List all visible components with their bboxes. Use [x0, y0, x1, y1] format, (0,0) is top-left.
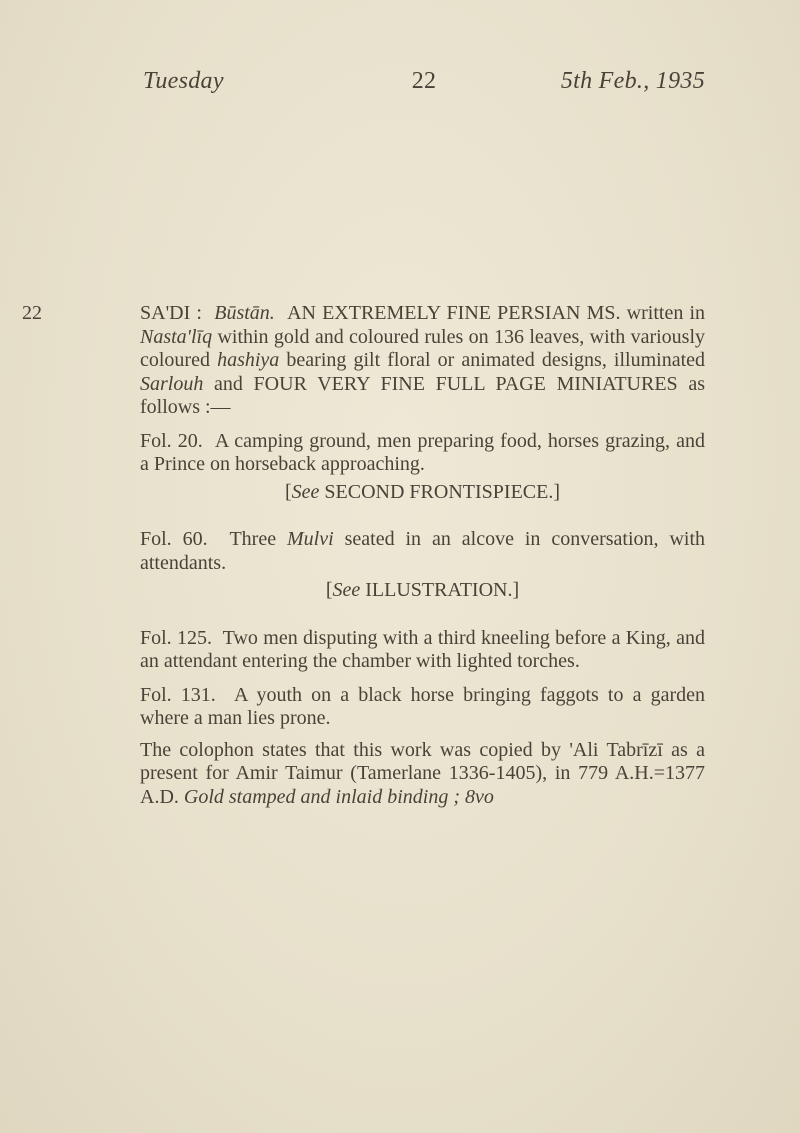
see-reference: [See SECOND FRONTISPIECE.]: [284, 480, 561, 503]
header-page-number: 22: [411, 68, 437, 94]
see-word: See: [332, 579, 361, 601]
lot-number: 22: [22, 302, 42, 324]
script-name: Nasta'līq: [140, 325, 213, 348]
binding-note: Gold stamped and inlaid binding ; 8vo: [183, 785, 494, 808]
folio-entry: [140, 684, 705, 731]
lot-desc-part-4: and FOUR VERY FINE FULL PAGE MINIATURES as follows :—: [140, 372, 706, 418]
see-target: ILLUSTRATION.: [365, 579, 513, 601]
see-word: See: [291, 480, 320, 503]
header-date: 5th Feb., 1935: [560, 68, 705, 94]
sarlouh-term: Sarlouh: [140, 372, 204, 395]
folio-entry: [140, 627, 705, 674]
colophon-text: The colophon states that this work was copied by 'Ali Tabrīzī as a present for Amir Taimur (Tamerlane 1336-1405), in 779 A.H.=1377 A.D.: [140, 738, 705, 808]
see-reference: [See ILLUSTRATION.]: [325, 579, 520, 601]
lot-headline: AN EXTREMELY FINE PERSIAN MS.: [287, 302, 621, 324]
folio-text: A youth on a black horse bringing faggots to a garden where a man lies prone.: [140, 683, 705, 729]
folio-text-before: Three: [229, 528, 277, 550]
folio-label: Fol. 125.: [140, 626, 213, 649]
lot-entry: [22, 302, 706, 809]
lot-author: SA'DI :: [140, 302, 202, 324]
header-day: Tuesday: [143, 68, 224, 94]
colophon-note: [140, 739, 705, 810]
see-target: SECOND FRONTISPIECE.: [324, 480, 554, 503]
page-header: [143, 68, 705, 108]
folio-label: Fol. 20.: [140, 429, 203, 452]
hashiya-term: hashiya: [217, 349, 280, 371]
lot-desc-part-2: within gold and coloured rules on 136 leaves, with variously coloured: [140, 325, 705, 371]
folio-label: Fol. 131.: [140, 683, 216, 706]
folio-text: A camping ground, men preparing food, horses grazing, and a Prince on horseback approaching.: [140, 429, 705, 475]
folio-entry: [140, 528, 705, 575]
lot-desc-part-3: bearing gilt floral or animated designs, illuminated: [286, 349, 706, 371]
mulvi-term: Mulvi: [287, 528, 334, 550]
folio-text: Two men disputing with a third kneeling before a King, and an attendant entering the chamber with lighted torches.: [140, 626, 705, 672]
lot-desc-part-1: written in: [626, 302, 706, 324]
folio-entry: [140, 430, 705, 477]
folio-text-after: seated in an alcove in conversation, with attendants.: [140, 528, 706, 574]
folio-label: Fol. 60.: [140, 528, 208, 550]
lot-description: [140, 302, 705, 420]
lot-work: Būstān.: [214, 302, 275, 324]
